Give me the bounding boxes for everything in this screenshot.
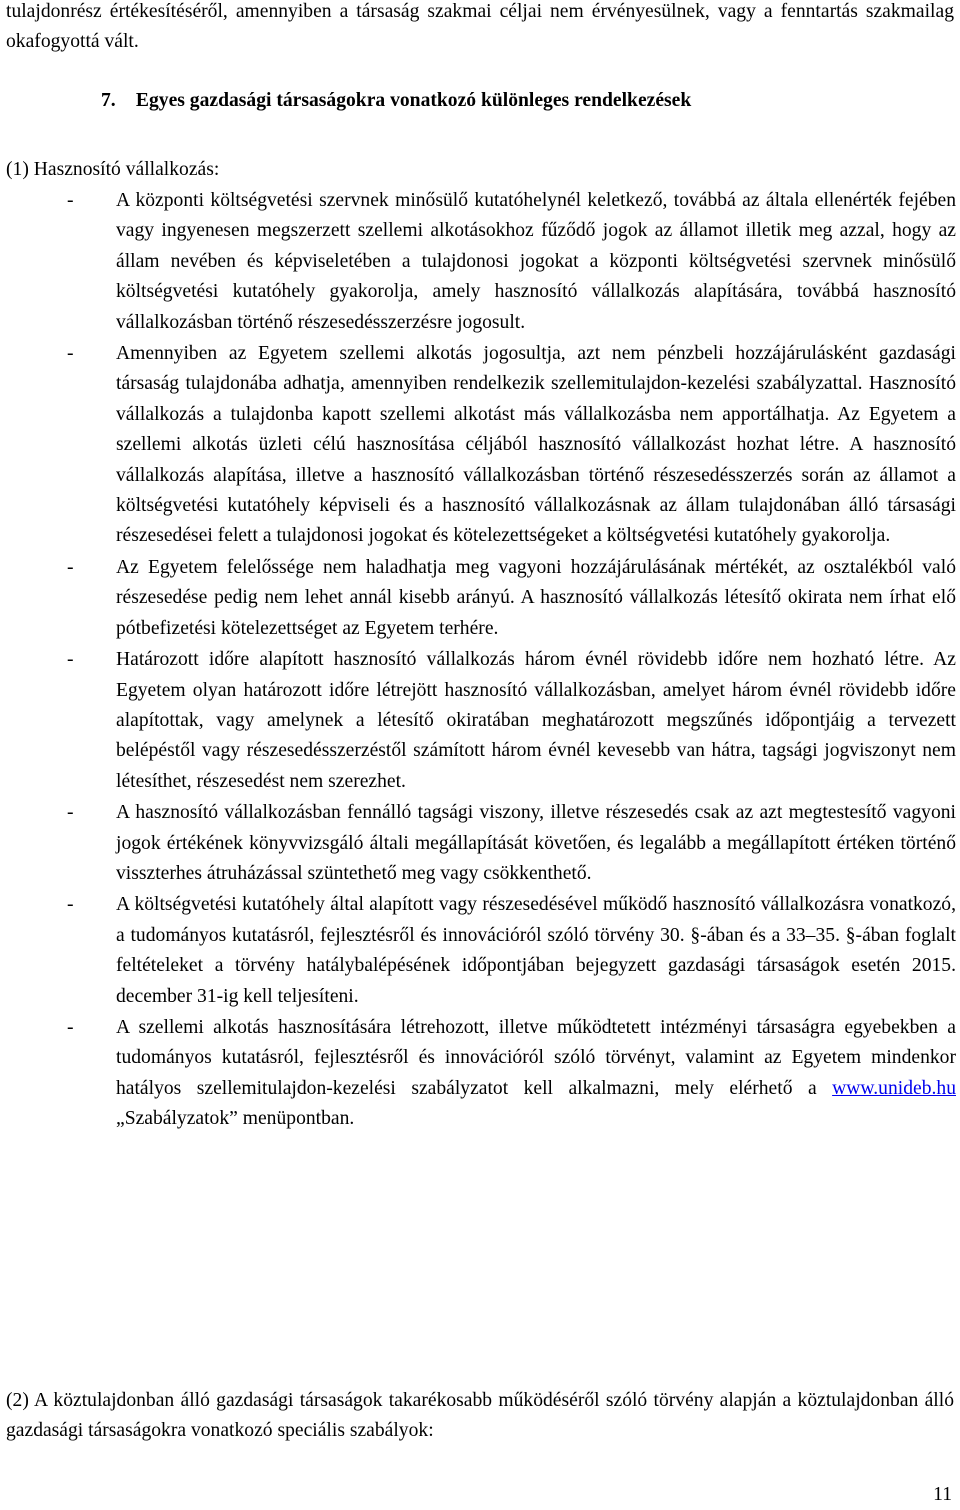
- bullet-text: Határozott időre alapított hasznosító vállalkozás három évnél rövidebb időre nem hozható létre. Az Egyetem olyan határozott időre létrejött hasznosító vállalkozásban, amelyet három évnél rövidebb időre alapítottak, vagy amelynek a létesítő okiratában meghatározott megszűnés időpontjáig a tervezett belépéstől vagy részesedésszerzéstől számított három évnél kevesebb van hátra, tagsági jogviszonyt nem létesíthet, részesedést nem szerezhet.: [116, 649, 956, 792]
- bullet-dash: -: [67, 556, 74, 578]
- intro-paragraph: tulajdonrész értékesítéséről, amennyiben a társaság szakmai céljai nem érvényesülnek, vagy a fenntartás szakmailag okafogyottá vált.: [6, 1, 954, 53]
- list-item: [6, 1013, 956, 1135]
- list-item: [6, 890, 956, 1012]
- bullet-text-before-link: A szellemi alkotás hasznosítására létrehozott, illetve működtetett intézményi társaságra egyebekben a tudományos kutatásról, fejlesztésről és innovációról szóló törvényt, valamint az Egyetem mindenkor hatályos szellemitulajdon-kezelési szabályzatot kell alkalmazni, mely elérhető a: [116, 1016, 956, 1099]
- bullet-dash: -: [67, 343, 74, 365]
- bullet-dash: -: [67, 190, 74, 211]
- list-item: [6, 339, 956, 552]
- section1-title: (1) Hasznosító vállalkozás:: [6, 159, 220, 180]
- bullet-dash: -: [67, 1016, 74, 1038]
- bullet-dash: -: [67, 649, 74, 671]
- heading-title: Egyes gazdasági társaságokra vonatkozó különleges rendelkezések: [135, 90, 692, 111]
- bullet-text-after-link: „Szabályzatok” menüpontban.: [116, 1108, 355, 1130]
- bullet-text: Az Egyetem felelőssége nem haladhatja meg vagyoni hozzájárulásának mértékét, az osztalékból való részesedése pedig nem lehet annál kisebb arányú. A hasznosító vállalkozás létesítő okirata nem írhat elő pótbefizetési kötelezettséget az Egyetem terhére.: [116, 556, 956, 639]
- bullet-text: Amennyiben az Egyetem szellemi alkotás jogosultja, azt nem pénzbeli hozzájárulásként gazdasági társaság tulajdonába adhatja, amennyiben rendelkezik szellemitulajdon-kezelési szabályzattal. Hasznosító vállalkozás a tulajdonba kapott szellemi alkotást más vállalkozásba nem apportálhatja. Az Egyetem a szellemi alkotás üzleti célú hasznosítása céljából hasznosító vállalkozást hozhat létre. A hasznosító vállalkozás alapítása, illetve a hasznosító vállalkozásban történő részesedésszerzés során az államot a költségvetési kutatóhely képviseli és a hasznosító vállalkozásnak az állam tulajdonában álló társasági részesedései felett a tulajdonosi jogokat és kötelezettségeket a költségvetési kutatóhely gyakorolja.: [116, 343, 956, 547]
- list-item: [6, 553, 956, 644]
- unideb-link[interactable]: www.unideb.hu: [832, 1077, 956, 1099]
- list-item: [6, 645, 956, 797]
- bullet-text: A központi költségvetési szervnek minősülő kutatóhelynél keletkező, továbbá az általa ellenérték fejében vagy ingyenesen megszerzett szellemi alkotásokhoz fűződő jogok az államot illetik meg azzal, hogy az állam nevében és képviseletében a tulajdonosi jogokat a központi költségvetési szervnek minősülő költségvetési kutatóhely gyakorolja, amely hasznosító vállalkozás alapítására, továbbá hasznosító vállalkozásban történő részesedésszerzésre jogosult.: [116, 190, 956, 333]
- bullet-dash: -: [67, 894, 74, 916]
- section-heading: [101, 86, 691, 116]
- bullet-dash: -: [67, 802, 74, 824]
- bullet-list: [6, 186, 956, 1136]
- heading-number: 7.: [101, 90, 116, 111]
- list-item: [6, 798, 956, 889]
- section2-paragraph: (2) A köztulajdonban álló gazdasági társaságok takarékosabb működéséről szóló törvény alapján a köztulajdonban álló gazdasági társaságokra vonatkozó speciális szabályok:: [6, 1390, 954, 1442]
- page-number: 11: [933, 1484, 952, 1505]
- bullet-text: A hasznosító vállalkozásban fennálló tagsági viszony, illetve részesedés csak az azt megtestesítő vagyoni jogok értékének könyvvizsgáló általi megállapítását követően, és legalább a megállapított értéken történő visszterhes átruházással szüntethető meg vagy csökkenthető.: [116, 802, 956, 884]
- list-item: [6, 186, 956, 338]
- bullet-text: A költségvetési kutatóhely által alapított vagy részesedésével működő hasznosító vállalkozásra vonatkozó, a tudományos kutatásról, fejlesztésről és innovációról szóló törvény 30. §-ában és a 33–35. §-ában foglalt feltételeket a törvény hatálybalépésének időpontjában bejegyzett gazdasági társaságok esetén 2015. december 31-ig kell teljesíteni.: [116, 894, 956, 1007]
- bullet-text: [116, 1013, 956, 1135]
